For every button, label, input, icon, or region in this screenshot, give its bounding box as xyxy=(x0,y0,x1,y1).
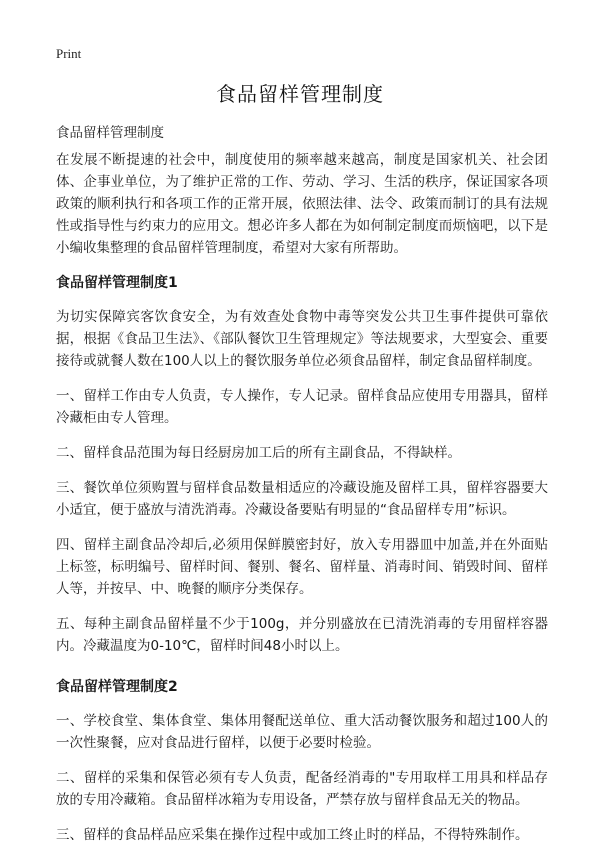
section-paragraph: 二、留样食品范围为每日经厨房加工后的所有主副食品，不得缺样。 xyxy=(56,445,461,461)
print-link[interactable]: Print xyxy=(56,46,82,61)
document-subtitle: 食品留样管理制度 xyxy=(56,125,164,141)
section-heading: 食品留样管理制度1 xyxy=(56,275,178,291)
section-paragraph: 五、每种主副食品留样量不少于100g，并分别盛放在已清洗消毒的专用留样容器内。冷藏温度为0-10℃，留样时间48小时以上。 xyxy=(56,616,548,654)
section-paragraph: 四、留样主副食品冷却后,必须用保鲜膜密封好，放入专用器皿中加盖,并在外面贴上标签，标明编号、留样时间、餐别、餐名、留样量、消毒时间、销毁时间、留样人等，并按早、中、晚餐的顺序分类保存。 xyxy=(56,537,548,597)
section-heading: 食品留样管理制度2 xyxy=(56,679,178,695)
document-body xyxy=(56,149,548,859)
section-paragraph: 三、留样的食品样品应采集在操作过程中或加工终止时的样品，不得特殊制作。 xyxy=(56,827,529,843)
section-paragraph: 为切实保障宾客饮食安全，为有效查处食物中毒等突发公共卫生事件提供可靠依据，根据《食品卫生法》、《部队餐饮卫生管理规定》等法规要求，大型宴会、重要接待或就餐人数在100人以上的餐饮服务单位必须食品留样，制定食品留样制度。 xyxy=(56,309,548,369)
section-paragraph: 二、留样的采集和保管必须有专人负责，配备经消毒的"专用取样工用具和样品存放的专用冷藏箱。食品留样冰箱为专用设备，严禁存放与留样食品无关的物品。 xyxy=(56,770,548,808)
section-paragraph: 一、学校食堂、集体食堂、集体用餐配送单位、重大活动餐饮服务和超过100人的一次性聚餐，应对食品进行留样，以便于必要时检验。 xyxy=(56,713,548,751)
intro-paragraph: 在发展不断提速的社会中，制度使用的频率越来越高，制度是国家机关、社会团体、企事业单位，为了维护正常的工作、劳动、学习、生活的秩序，保证国家各项政策的顺利执行和各项工作的正常开展，依照法律、法令、政策而制订的具有法规性或指导性与约束力的应用文。想必许多人都在为如何制定制度而烦恼吧，以下是小编收集整理的食品留样管理制度，希望对大家有所帮助。 xyxy=(56,152,548,256)
section-paragraph: 一、留样工作由专人负责，专人操作，专人记录。留样食品应使用专用器具，留样冷藏柜由专人管理。 xyxy=(56,388,548,426)
section-1 xyxy=(56,272,548,657)
document-title: 食品留样管理制度 xyxy=(216,82,384,106)
section-2 xyxy=(56,676,548,846)
section-paragraph: 三、餐饮单位须购置与留样食品数量相适应的冷藏设施及留样工具，留样容器要大小适宜，便于盛放与清洗消毒。冷藏设备要贴有明显的“食品留样专用”标识。 xyxy=(56,480,548,518)
